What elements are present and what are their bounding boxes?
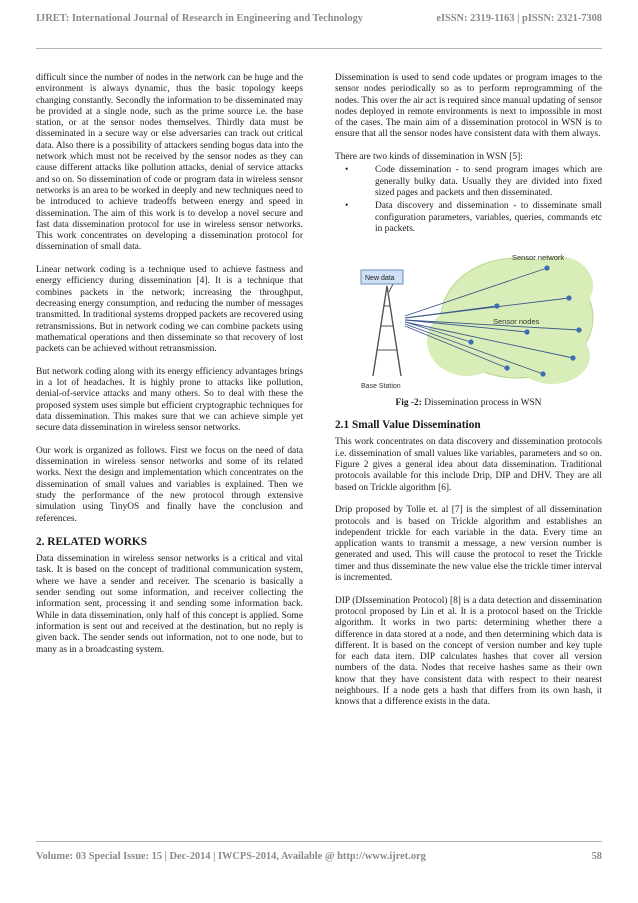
base-station-label: Base Station	[361, 383, 401, 391]
running-header	[36, 13, 602, 31]
paragraph: Our work is organized as follows. First we focus on the need of data dissemination in wireless sensor networks and some of its related works. Next the design and implementation which concentrates on the dissemination of small values and variables is explained. Then we study the performance of the new protocol through extensive simulation using TinyOS and finally have the conclusion and references.	[36, 445, 303, 524]
paragraph: Data dissemination in wireless sensor networks is a critical and vital task. It is based on the concept of traditional communication system, where we have a sender and receiver. The scenario is basically a sender sending out some information, and receiver collecting the information sent, processing it and sending some information back. While in data dissemination, only half of this concept is applied. Some information is sent out and received at the destination, but no reply is given back. The sender sends out information, not to one node, but to many as in a broadcasting system.	[36, 554, 303, 655]
caption-text: Dissemination process in WSN	[421, 398, 542, 409]
sensor-nodes-label: Sensor nodes	[493, 317, 540, 327]
paragraph: Drip proposed by Tolle et. al [7] is the simplest of all dissemination protocols and is based on Trickle algorithm and establishes an independent trickle for each variable in the data. Every time an application wants to transmit a message, a new version number is generated and used. This will cause the protocol to reset the Trickle timer and thus disseminate the new value else the trickle timer interval is incremented.	[335, 505, 602, 584]
paragraph: But network coding along with its energy efficiency advantages brings in a lot of headaches. It is highly prone to attacks like pollution, denial-of-service attacks and many others. So to deal with these the proposed system uses simple but efficient cryptographic techniques for data dissemination. This makes sure that we can achieve simple yet secure data dissemination in wireless sensor networks.	[36, 366, 303, 434]
paragraph: This work concentrates on data discovery and dissemination protocols i.e. dissemination of small values like variables, parameters and so on. Figure 2 gives a general idea about data dissemination. Traditional protocols available for this include Drip, DIP and DHV. They are all based on Trickle algorithm [6].	[335, 437, 602, 493]
sensor-network-label: Sensor network	[512, 253, 565, 263]
running-footer	[36, 851, 602, 867]
section-heading: 2. RELATED WORKS	[36, 536, 148, 549]
header-rule	[36, 48, 602, 49]
dissemination-diagram	[347, 246, 595, 394]
list-item: • Code dissemination - to send program images which are generally bulky data. Usually they are divided into fixed sized pages and packets and then disseminated.	[335, 165, 602, 199]
left-column	[36, 73, 303, 667]
dissemination-figure	[347, 246, 595, 394]
paragraph: difficult since the number of nodes in the network can be huge and the environment is always dynamic, thus the basic topology keeps changing constantly. Secondly the information to be disseminated may be provided at a single node, such as the prime source i.e. the base station, or at the sensor nodes themselves. Thirdly data must be disseminated in a secure way or else adversaries can track out critical data. Also there is a possibility of attackers sending bogus data into the network which must not be received by the sensor nodes as they can cause different attacks like pollution attacks, denial of service attacks and so on. So dissemination of code or program data in wireless sensor networks is an area to be worked in deeply and new techniques need to be introduced to achieve tradeoffs between energy and speed in dissemination. The aim of this work is to develop a novel secure and fast data dissemination protocol for use in wireless sensor networks. This work concentrates on developing a dissemination protocol for dissemination of small data.	[36, 73, 303, 253]
paragraph: DIP (DIssemination Protocol) [8] is a data detection and dissemination protocol proposed by Lin et al. It is a protocol based on the Trickle algorithm. It works in two parts: determining whether there a difference in data stored at a node, and then determining which data is different. It is based on the concept of version number and key tuple for each data item. DIP calculates hashes that cover all version numbers of the data. Nodes that receive hashes same as their own know that they have consistent data with respect to their nearest neighbours. If a node gets a hash that differs from its own hash, it knows that a difference exists in the data.	[335, 595, 602, 708]
section-heading: 2.1 Small Value Dissemination	[335, 419, 481, 432]
paragraph: Linear network coding is a technique used to achieve fastness and energy efficiency during dissemination [4]. It is a technique that combines packets in the network; increasing the throughput, decreasing energy consumption, and reducing the number of messages transmitted. In traditional systems dropped packets are recovered using retransmissions. But in network coding we can combine packets using mathematical operations and then disseminate so that recovery of lost packets can be achieved without retransmission.	[36, 265, 303, 355]
footer-citation: Volume: 03 Special Issue: 15 | Dec-2014 | IWCPS-2014, Available @ http://www.ijret.org	[36, 851, 426, 862]
new-data-label: New data	[365, 275, 395, 283]
footer-rule	[36, 841, 602, 842]
issn-text: eISSN: 2319-1163 | pISSN: 2321-7308	[436, 13, 602, 24]
journal-title: IJRET: International Journal of Research in Engineering and Technology	[36, 13, 363, 24]
right-column	[335, 73, 602, 720]
paragraph: There are two kinds of dissemination in WSN [5]:	[335, 152, 523, 163]
page-number: 58	[591, 851, 602, 862]
bullet-list	[335, 165, 602, 235]
paragraph: Dissemination is used to send code updates or program images to the sensor nodes periodically so as to perform reprogramming of the nodes. This over the air act is required since manual updating of sensor nodes deployed in remote environments is next to impossible in most of the cases. The main aim of a dissemination protocol in WSN is to ensure that all the sensor nodes have consistent data with them always.	[335, 73, 602, 140]
figure-caption	[335, 398, 602, 409]
list-item: • Data discovery and dissemination - to disseminate small configuration parameters, variables, queries, commands etc in packets.	[335, 201, 602, 235]
caption-label: Fig -2:	[395, 398, 422, 409]
